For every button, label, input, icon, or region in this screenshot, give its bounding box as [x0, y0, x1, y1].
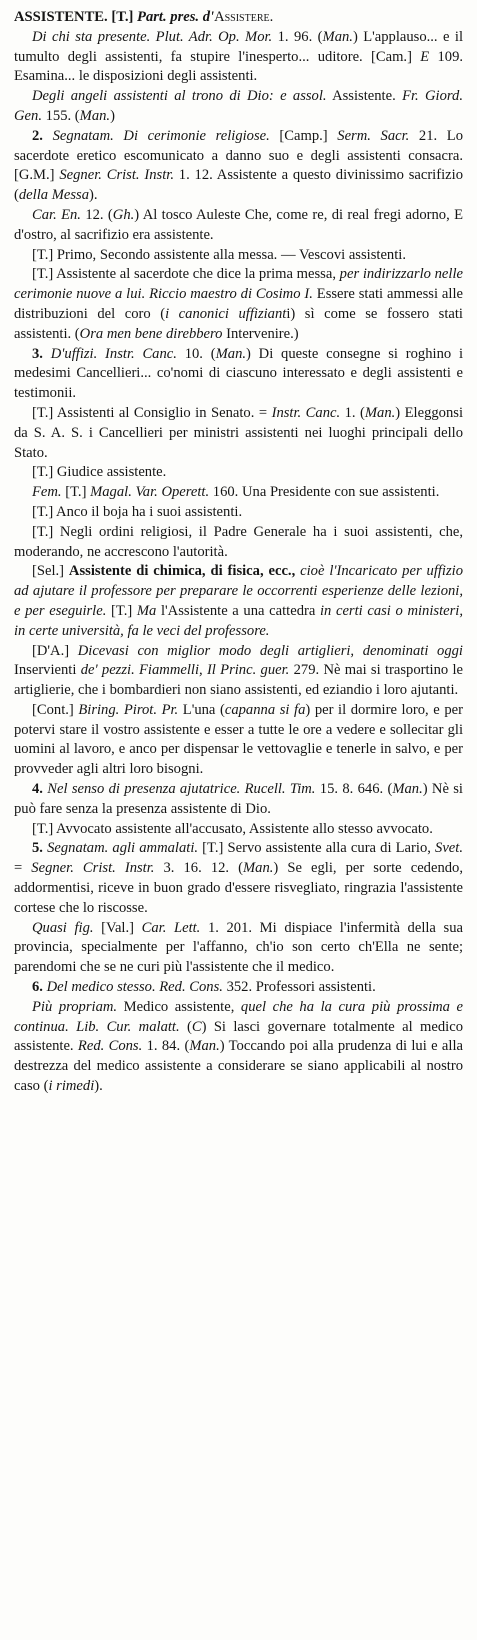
entry-paragraph [14, 265, 463, 344]
text-run: l'Assistente a una cattedra [156, 602, 320, 619]
text-run: Red. Cons. [77, 1038, 143, 1055]
text-run: Assistente di chimica, di fisica, ecc., [68, 563, 296, 580]
text-run: 3. 16. 12. ( [154, 860, 243, 877]
text-run: Fr. Giord. Gen. [14, 88, 463, 124]
text-run: della Messa [18, 187, 89, 204]
text-run: Man. [364, 404, 396, 421]
text-run: ) Al tosco Auleste Che, come re, di real fregi adorno, E d'ostro, al sacrifizio era assistente. [14, 206, 464, 243]
text-run: [T.] Servo assistente alla cura di Lario, [198, 840, 436, 857]
text-run: i rimedi [48, 1078, 95, 1095]
entry-paragraph [14, 701, 463, 780]
text-run: Segnatam. Di cerimonie religiose. [52, 127, 270, 144]
text-run: per indirizzarlo nelle cerimonie nuove a lui. Riccio maestro di Cosimo I. [14, 266, 463, 303]
entry-paragraph [14, 28, 463, 87]
text-run: 15. 8. 646. ( [315, 781, 393, 798]
text-run: [T.] [106, 602, 137, 619]
entry-headline [14, 8, 463, 28]
text-run: Segnatam. agli ammalati. [47, 840, 199, 857]
text-run: Man. [392, 781, 423, 798]
text-run: E [420, 48, 430, 65]
text-run: 1. 201. Mi dispiace l'infermità della sua provincia, specialmente per l'affanno, ch'io son certo ch'Ella ne sente; parendomi che se ne curi più l'assistente che il medico. [14, 919, 463, 976]
text-run: Car. En. [32, 206, 81, 223]
entry-paragraph [14, 87, 463, 127]
text-run: ) Nè si può fare senza la presenza assistente di Dio. [14, 781, 463, 817]
entry-paragraph [14, 503, 463, 523]
text-run: 4. [32, 781, 48, 798]
text-run: 5. [32, 840, 48, 857]
text-run: Man. [322, 28, 353, 45]
text-run: Dicevasi con miglior modo degli artiglieri, denominati oggi [77, 642, 463, 659]
text-run: in certi casi o ministeri, in certe università, fa le veci del professore. [14, 602, 463, 639]
entry-paragraph [14, 919, 463, 978]
text-run: Car. Lett. [141, 919, 201, 936]
text-run: [T.] Anco il boja ha i suoi assistenti. [32, 503, 243, 520]
text-run: 21. Lo sacerdote eretico escomunicato a danno suo e degli assistenti consacra. [G.M.] [14, 127, 464, 184]
text-run: 10. ( [176, 345, 216, 362]
text-run: ). [94, 1078, 103, 1095]
text-run: Nel senso di presenza ajutatrice. Rucell. Tim. [47, 781, 316, 798]
entry-paragraph [14, 463, 463, 483]
entry-paragraph [14, 246, 463, 266]
text-run: i canonici uffiziant [165, 305, 287, 322]
text-run: [T.] [107, 9, 138, 25]
text-run: ) Eleggonsi da S. A. S. i Cancellieri per ministri assistenti nei luoghi principali dello Stato. [14, 404, 464, 461]
text-run: 109. Esamina... le disposizioni degli assistenti. [14, 48, 464, 85]
text-run: Segner. Crist. Instr. [31, 860, 155, 877]
text-run: ASSISTENTE. [14, 9, 108, 25]
text-run: [T.] Negli ordini religiosi, il Padre Generale ha i suoi assistenti, che, moderando, ne accrescono l'autorità. [14, 523, 463, 560]
text-run: Ora men bene direbbero [79, 325, 223, 342]
text-run: [T.] Avvocato assistente all'accusato, Assistente allo stesso avvocato. [32, 820, 433, 837]
text-run: Del medico stesso. Red. Cons. [46, 979, 223, 996]
text-run: Ma [136, 602, 157, 619]
text-run: Biring. Pirot. Pr. [78, 701, 179, 718]
text-run: Fem. [32, 484, 62, 501]
entry-paragraph [14, 206, 463, 246]
text-run: Intervenire.) [222, 325, 299, 342]
text-run: Degli angeli assistenti al trono di Dio: e assol. [32, 88, 327, 105]
text-run: Svet. [435, 840, 463, 857]
text-run: Part. pres. d' [137, 9, 215, 25]
entry-paragraph [14, 562, 463, 641]
text-run: quel che ha la cura più prossima e continua. Lib. Cur. malatt. [14, 998, 464, 1035]
text-run: [Val.] [93, 919, 142, 936]
text-run: [D'A.] [32, 642, 78, 659]
text-run: 1. 96. ( [272, 28, 323, 45]
text-run: Più propriam. [32, 998, 118, 1015]
text-run: 279. Nè mai si trasportino le artiglierie, che i bombardieri non siano assistenti, ed eziandio i loro ajutanti. [14, 662, 464, 699]
text-run: ) Si lasci governare totalmente al medico assistente. [14, 1018, 463, 1055]
text-run: Medico assistente, [117, 998, 241, 1015]
text-run: 1. ( [340, 404, 365, 421]
text-run: 12. ( [80, 206, 113, 223]
text-run: 3. [32, 345, 51, 362]
text-run: Serm. Sacr. [337, 127, 410, 144]
text-run: 1. 12. Assistente a questo divinissimo sacrifizio ( [14, 167, 463, 204]
text-run: [T.] [61, 484, 91, 501]
entry-paragraph [14, 345, 463, 404]
text-run: i) sì come se fossero stati assistenti. ( [14, 305, 463, 342]
text-run: C [191, 1018, 202, 1035]
text-run: L'una ( [178, 701, 225, 718]
entry-paragraph [14, 404, 463, 463]
text-run: [T.] Assistenti al Consiglio in Senato. = [32, 404, 272, 421]
text-run: Man. [189, 1038, 220, 1055]
entry-paragraph [14, 642, 463, 701]
text-run: 160. Una Presidente con sue assistenti. [209, 484, 440, 501]
text-run: ( [179, 1018, 192, 1035]
text-run: Segner. Crist. Instr. [59, 167, 174, 184]
text-run: Assistente. [326, 88, 403, 105]
entry-paragraph [14, 998, 463, 1097]
text-run: ) Se egli, per sorte cedendo, addormentisi, riceve in buon grado d'essere risvegliato, ringrazia l'assistente cortese che lo riscosse. [14, 860, 463, 916]
text-run: 1. 84. ( [142, 1038, 190, 1055]
text-run: 6. [32, 979, 47, 996]
text-run: [Cont.] [32, 701, 79, 718]
dictionary-entry-assistente [14, 8, 463, 1097]
text-run: ) [110, 107, 115, 124]
text-run: Man. [243, 860, 274, 877]
text-run: ). [89, 187, 98, 204]
text-run: Man. [79, 107, 111, 124]
text-run: [T.] Primo, Secondo assistente alla messa. — Vescovi assistenti. [32, 246, 406, 263]
text-run: Assistere [214, 9, 270, 25]
text-run: [T.] Giudice assistente. [32, 464, 167, 481]
text-run: ) Toccando poi alla prudenza di lui e alla destrezza del medico assistente a considerare se siano applicabili al nostro caso ( [14, 1038, 463, 1095]
text-run: Gh. [112, 206, 135, 223]
entry-paragraph [14, 483, 463, 503]
text-run: de' pezzi. Fiammelli, Il Princ. guer. [80, 662, 290, 679]
entry-paragraph [14, 523, 463, 563]
text-run: [Camp.] [269, 127, 338, 144]
text-run: capanna si fa [224, 701, 306, 718]
text-run: ) L'applauso... e il tumulto degli assistenti, fa stupire l'inesperto... uditore. [Cam.] [14, 28, 464, 65]
text-run: 2. [32, 127, 53, 144]
text-run: . [269, 9, 274, 25]
text-run: Magal. Var. Operett. [90, 484, 210, 501]
entry-paragraph [14, 978, 463, 998]
text-run: = [14, 860, 32, 877]
text-run: Essere stati ammessi alle distribuzioni del coro ( [14, 286, 463, 322]
text-run: cioè l'Incaricato per uffizio ad ajutare il professore per preparare le occorrenti esperienze delle lezioni, e per eseguirle. [14, 563, 464, 619]
text-run: [Sel.] [32, 563, 69, 580]
entry-paragraph [14, 127, 463, 206]
entry-paragraph [14, 780, 463, 820]
text-run: 155. ( [41, 107, 80, 124]
text-run: Inservienti [14, 662, 81, 679]
text-run: Man. [215, 345, 247, 362]
text-run: ) Di queste consegne si roghino i medesimi Cancellieri... co'nomi di ciascuno interessato e degli assistenti e testimonii. [14, 345, 464, 402]
entry-paragraph [14, 820, 463, 840]
text-run: Instr. Canc. [271, 404, 341, 421]
text-run: Quasi fig. [32, 919, 94, 936]
text-run: Di chi sta presente. Plut. Adr. Op. Mor. [32, 28, 273, 45]
entry-paragraph [14, 839, 463, 918]
text-run: ) per il dormire loro, e per potervi stare il vostro assistente e esser a tutte le ore a vedere e sollecitar gli uomini al lavoro, e anco per dispensar le vettovaglie e tenerle in salvo, e per provveder agli altri loro bisogni. [14, 701, 463, 778]
text-run: [T.] Assistente al sacerdote che dice la prima messa, [32, 266, 340, 283]
text-run: 352. Professori assistenti. [222, 979, 376, 996]
text-run: D'uffizi. Instr. Canc. [50, 345, 177, 362]
